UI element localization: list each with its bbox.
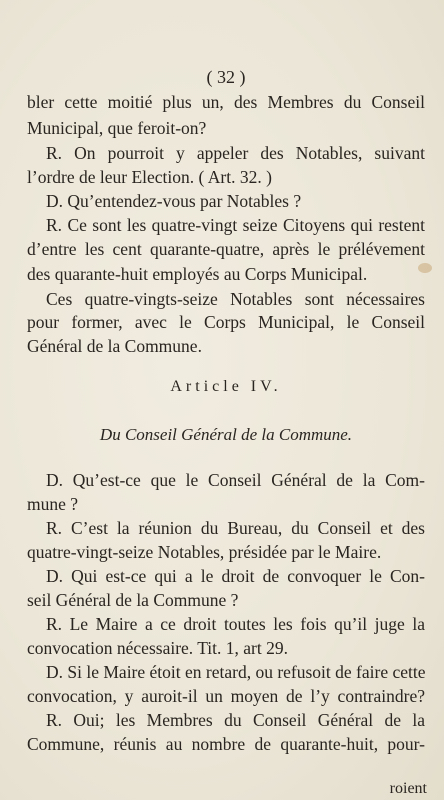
text-line: R. Ce sont les quatre-vingt seize Citoyens qui restent [46, 215, 425, 235]
article-subheading: Du Conseil Général de la Commune. [99, 425, 353, 444]
text-line: R. Le Maire a ce droit toutes les fois qu’il juge la [46, 614, 425, 634]
text-line: Général de la Commune. [27, 336, 202, 356]
text-line: mune ? [27, 494, 79, 514]
text-line: d’entre les cent quarante-quatre, après le prélévement [27, 239, 425, 259]
text-line: pour former, avec le Corps Municipal, le Conseil [27, 312, 425, 332]
text-line: Municipal, que feroit-on? [27, 118, 207, 138]
text-line: quatre-vingt-seize Notables, présidée par le Maire. [27, 542, 382, 562]
text-line: l’ordre de leur Election. ( Art. 32. ) [27, 167, 272, 187]
text-line: D. Si le Maire étoit en retard, ou refusoit de faire cette [46, 662, 426, 682]
text-line: R. C’est la réunion du Bureau, du Conseil et des [46, 518, 425, 538]
text-line: bler cette moitié plus un, des Membres du Conseil [27, 92, 425, 112]
text-line: seil Général de la Commune ? [27, 590, 239, 610]
text-line: D. Qui est-ce qui a le droit de convoquer le Con- [46, 566, 425, 586]
foxing-stain [418, 263, 432, 273]
article-heading: Article IV. [170, 378, 282, 395]
text-line: R. Oui; les Membres du Conseil Général de la [46, 710, 425, 730]
text-line: Commune, réunis au nombre de quarante-huit, pour- [27, 734, 425, 754]
catchword: roient [389, 780, 427, 797]
text-line: des quarante-huit employés au Corps Municipal. [27, 264, 368, 284]
text-line: convocation nécessaire. Tit. 1, art 29. [27, 638, 288, 658]
text-line: D. Qu’entendez-vous par Notables ? [46, 191, 302, 211]
text-line: convocation, y auroit-il un moyen de l’y contraindre? [27, 686, 425, 706]
text-line: R. On pourroit y appeler des Notables, suivant [46, 143, 425, 163]
page-number: ( 32 ) [206, 67, 246, 87]
text-line: D. Qu’est-ce que le Conseil Général de la Com- [46, 470, 425, 490]
text-line: Ces quatre-vingts-seize Notables sont nécessaires [46, 289, 425, 309]
